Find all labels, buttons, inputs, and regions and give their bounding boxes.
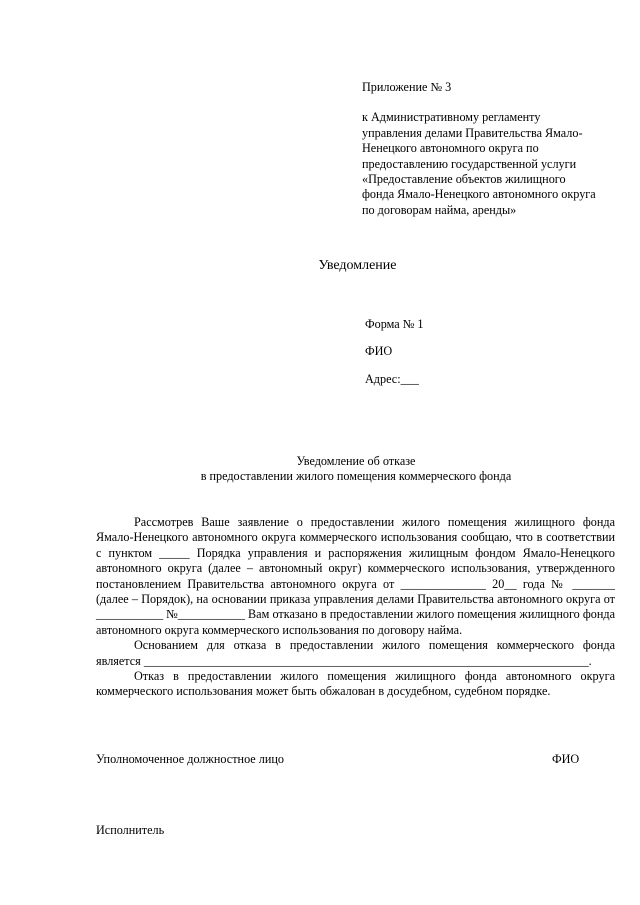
appendix-line-3: Ненецкого автономного округа по: [362, 141, 539, 156]
notice-heading: [96, 454, 616, 485]
appendix-number: Приложение № 3: [362, 80, 452, 94]
appendix-block: [362, 80, 612, 218]
appendix-line-2: управления делами Правительства Ямало-: [362, 125, 583, 140]
recipient-fio: ФИО: [365, 344, 393, 358]
appendix-line-1: к Административному регламенту: [362, 110, 541, 125]
notice-body: [96, 515, 615, 700]
official-fio: ФИО: [552, 752, 580, 766]
appendix-line-5: «Предоставление объектов жилищного: [362, 172, 566, 187]
body-paragraph-2: Основанием для отказа в предоставлении жилого помещения коммерческого фонда является _________________________________________________________________________.: [96, 638, 615, 668]
appendix-spacer: [362, 95, 612, 110]
notice-heading-line-1: Уведомление об отказе: [296, 454, 416, 468]
appendix-line-4: предоставлению государственной услуги: [362, 156, 577, 171]
executor-label: Исполнитель: [96, 823, 165, 837]
body-paragraph-1: Рассмотрев Ваше заявление о предоставлении жилого помещения жилищного фонда Ямало-Ненецкого автономного округа коммерческого использования сообщаю, что в соответствии с пунктом _____ Порядка управления и распоряжения жилищным фондом Ямало-Ненецкого автономного округа (далее – автономный округ) коммерческого использования, утвержденного постановлением Правительства автономного округа от ______________ 20__ года № _______ (далее – Порядок), на основании приказа управления делами Правительства автономного округа от ___________ №___________ Вам отказано в предоставлении жилого помещения жилищного фонда автономного округа коммерческого использования по договору найма.: [96, 515, 615, 637]
notice-heading-line-2: в предоставлении жилого помещения коммерческого фонда: [200, 469, 512, 484]
document-title: Уведомление: [318, 258, 397, 273]
form-number: Форма № 1: [365, 317, 424, 331]
recipient-address: Адрес:___: [365, 372, 419, 386]
appendix-line-7: по договорам найма, аренды»: [362, 202, 517, 217]
official-label: Уполномоченное должностное лицо: [96, 752, 284, 766]
body-paragraph-3: Отказ в предоставлении жилого помещения жилищного фонда автономного округа коммерческого использования может быть обжалован в досудебном, судебном порядке.: [96, 669, 615, 699]
appendix-line-6: фонда Ямало-Ненецкого автономного округа: [362, 187, 596, 202]
